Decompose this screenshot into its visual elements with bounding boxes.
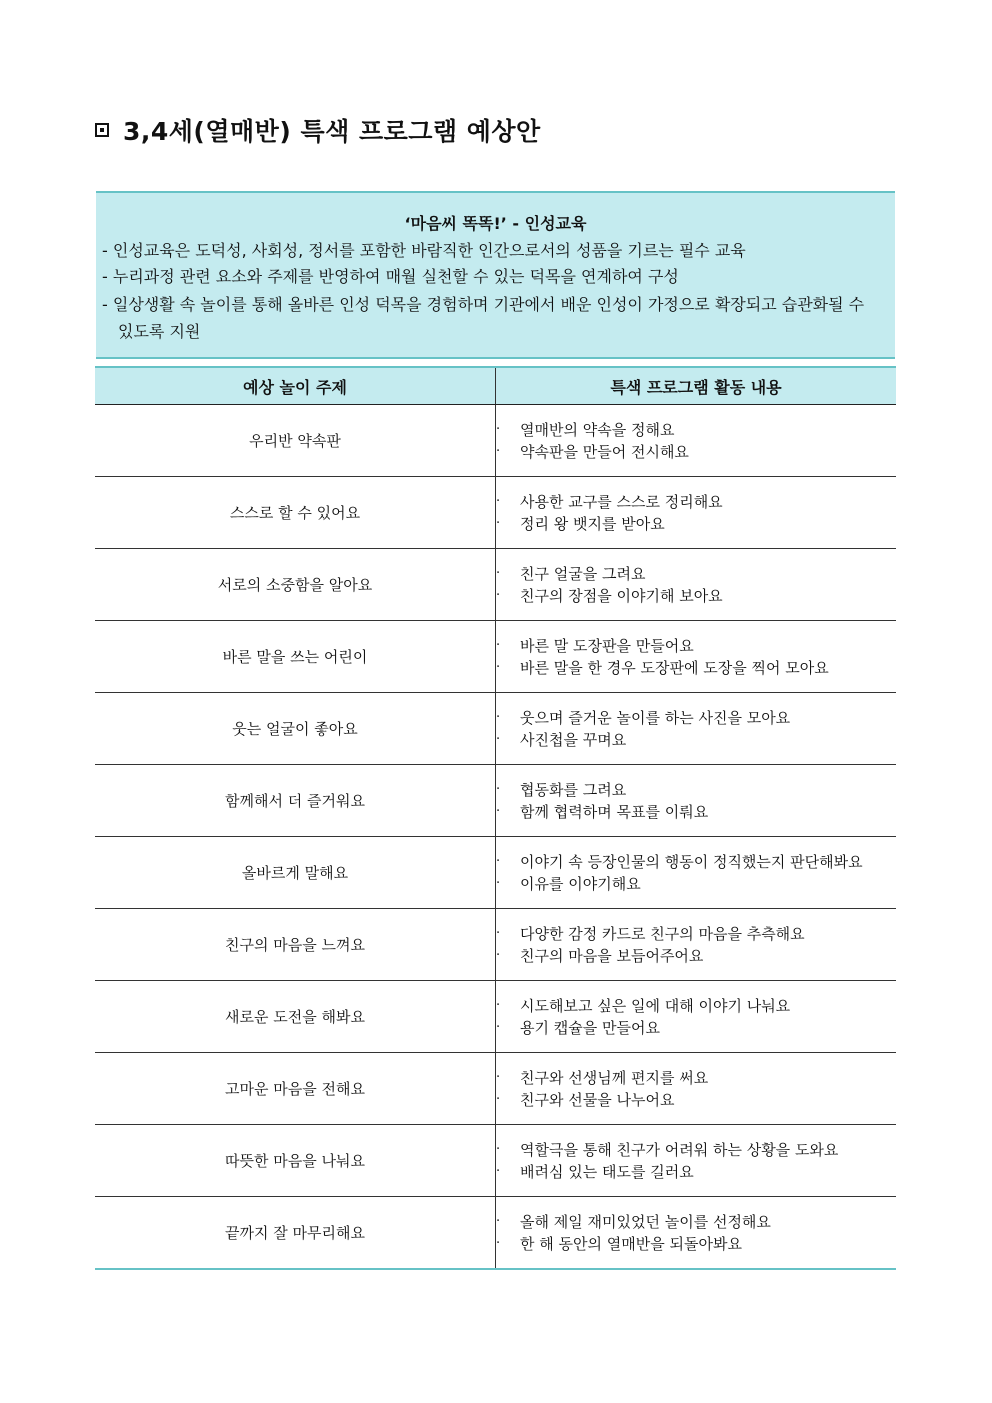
activity-text: 바른 말 도장판을 만들어요	[520, 636, 694, 655]
page-title	[95, 112, 541, 148]
activity-text: 올해 제일 재미있었던 놀이를 선정해요	[520, 1212, 771, 1231]
row-activities	[496, 1125, 897, 1197]
activity-text: 역할극을 통해 친구가 어려워 하는 상황을 도와요	[520, 1140, 839, 1159]
activity-item	[496, 563, 896, 585]
activity-item	[496, 851, 896, 873]
program-table	[95, 366, 896, 1270]
activity-text: 정리 왕 뱃지를 받아요	[520, 514, 665, 533]
activity-item	[496, 873, 896, 895]
bullet-dot-icon: ·	[496, 659, 501, 675]
row-activities	[496, 621, 897, 693]
activity-text: 용기 캡슐을 만들어요	[520, 1018, 660, 1037]
activity-text: 함께 협력하며 목표를 이뤄요	[520, 802, 709, 821]
row-activities	[496, 1053, 897, 1125]
activity-item	[496, 707, 896, 729]
activity-text: 친구의 마음을 보듬어주어요	[520, 946, 704, 965]
intro-line: - 일상생활 속 놀이를 통해 올바른 인성 덕목을 경험하며 기관에서 배운 인성이 가정으로 확장되고 습관화될 수	[102, 295, 865, 314]
bullet-dot-icon: ·	[496, 515, 501, 531]
row-topic: 끝까지 잘 마무리해요	[95, 1197, 496, 1270]
table-row	[95, 549, 896, 621]
activity-item	[496, 491, 896, 513]
activity-text: 친구 얼굴을 그려요	[520, 564, 646, 583]
activity-item	[496, 635, 896, 657]
activity-item	[496, 1161, 896, 1183]
activity-text: 웃으며 즐거운 놀이를 하는 사진을 모아요	[520, 708, 791, 727]
activity-text: 시도해보고 싶은 일에 대해 이야기 나눠요	[520, 996, 791, 1015]
table-row	[95, 981, 896, 1053]
row-topic: 새로운 도전을 해봐요	[95, 981, 496, 1053]
row-activities	[496, 765, 897, 837]
page-title-text: 3,4세(열매반) 특색 프로그램 예상안	[123, 117, 541, 146]
row-topic: 올바르게 말해요	[95, 837, 496, 909]
activity-item	[496, 513, 896, 535]
activity-item	[496, 1089, 896, 1111]
bullet-dot-icon: ·	[496, 493, 501, 509]
row-activities	[496, 837, 897, 909]
activity-text: 열매반의 약속을 정해요	[520, 420, 675, 439]
table-row	[95, 1053, 896, 1125]
intro-heading: ‘마음씨 똑똑!’ - 인성교육	[404, 214, 587, 233]
table-row	[95, 405, 896, 477]
row-activities	[496, 477, 897, 549]
activity-item	[496, 441, 896, 463]
activity-text: 한 해 동안의 열매반을 되돌아봐요	[520, 1234, 742, 1253]
activity-item	[496, 729, 896, 751]
intro-line: 있도록 지원	[118, 322, 201, 341]
table-row	[95, 1197, 896, 1270]
bullet-dot-icon: ·	[496, 731, 501, 747]
bullet-dot-icon: ·	[496, 781, 501, 797]
bullet-dot-icon: ·	[496, 1069, 501, 1085]
activity-text: 이야기 속 등장인물의 행동이 정직했는지 판단해봐요	[520, 852, 863, 871]
bullet-dot-icon: ·	[496, 925, 501, 941]
activity-item	[496, 419, 896, 441]
activity-text: 사진첩을 꾸며요	[520, 730, 627, 749]
table-row	[95, 693, 896, 765]
row-activities	[496, 693, 897, 765]
activity-text: 협동화를 그려요	[520, 780, 627, 799]
bullet-dot-icon: ·	[496, 1213, 501, 1229]
row-topic: 스스로 할 수 있어요	[95, 477, 496, 549]
activity-item	[496, 1233, 896, 1255]
activity-text: 다양한 감정 카드로 친구의 마음을 추측해요	[520, 924, 805, 943]
row-topic: 우리반 약속판	[95, 405, 496, 477]
table-header-row	[95, 367, 896, 405]
bullet-dot-icon: ·	[496, 587, 501, 603]
bullet-dot-icon: ·	[496, 443, 501, 459]
row-activities	[496, 405, 897, 477]
bullet-dot-icon: ·	[496, 1141, 501, 1157]
header-activities: 특색 프로그램 활동 내용	[496, 367, 897, 405]
activity-text: 배려심 있는 태도를 길러요	[520, 1162, 694, 1181]
activity-item	[496, 1211, 896, 1233]
table-row	[95, 477, 896, 549]
activity-text: 친구와 선물을 나누어요	[520, 1090, 675, 1109]
bullet-dot-icon: ·	[496, 997, 501, 1013]
activity-text: 이유를 이야기해요	[520, 874, 641, 893]
bullet-dot-icon: ·	[496, 1091, 501, 1107]
bullet-dot-icon: ·	[496, 853, 501, 869]
activity-item	[496, 1139, 896, 1161]
bullet-dot-icon: ·	[496, 637, 501, 653]
bullet-dot-icon: ·	[496, 803, 501, 819]
row-topic: 바른 말을 쓰는 어린이	[95, 621, 496, 693]
row-activities	[496, 549, 897, 621]
table-row	[95, 909, 896, 981]
row-topic: 친구의 마음을 느껴요	[95, 909, 496, 981]
row-topic: 고마운 마음을 전해요	[95, 1053, 496, 1125]
row-topic: 함께해서 더 즐거워요	[95, 765, 496, 837]
activity-text: 친구와 선생님께 편지를 써요	[520, 1068, 709, 1087]
row-topic: 웃는 얼굴이 좋아요	[95, 693, 496, 765]
activity-item	[496, 585, 896, 607]
activity-text: 친구의 장점을 이야기해 보아요	[520, 586, 723, 605]
activity-item	[496, 923, 896, 945]
row-topic: 서로의 소중함을 알아요	[95, 549, 496, 621]
bullet-dot-icon: ·	[496, 709, 501, 725]
bullet-dot-icon: ·	[496, 565, 501, 581]
header-topic: 예상 놀이 주제	[95, 367, 496, 405]
table-row	[95, 1125, 896, 1197]
bullet-dot-icon: ·	[496, 947, 501, 963]
table-row	[95, 621, 896, 693]
activity-item	[496, 1067, 896, 1089]
activity-text: 사용한 교구를 스스로 정리해요	[520, 492, 723, 511]
bullet-dot-icon: ·	[496, 1019, 501, 1035]
table-row	[95, 765, 896, 837]
row-activities	[496, 1197, 897, 1270]
intro-line: - 누리과정 관련 요소와 주제를 반영하여 매월 실천할 수 있는 덕목을 연계하여 구성	[102, 267, 679, 286]
intro-line: - 인성교육은 도덕성, 사회성, 정서를 포함한 바람직한 인간으로서의 성품을 기르는 필수 교육	[102, 241, 746, 260]
bullet-dot-icon: ·	[496, 1163, 501, 1179]
activity-item	[496, 995, 896, 1017]
bullet-dot-icon: ·	[496, 1235, 501, 1251]
activity-item	[496, 945, 896, 967]
row-activities	[496, 981, 897, 1053]
bullet-dot-icon: ·	[496, 875, 501, 891]
row-topic: 따뜻한 마음을 나눠요	[95, 1125, 496, 1197]
intro-box	[96, 191, 895, 359]
activity-item	[496, 1017, 896, 1039]
table-row	[95, 837, 896, 909]
activity-text: 약속판을 만들어 전시해요	[520, 442, 689, 461]
activity-text: 바른 말을 한 경우 도장판에 도장을 찍어 모아요	[520, 658, 829, 677]
activity-item	[496, 779, 896, 801]
activity-item	[496, 801, 896, 823]
activity-item	[496, 657, 896, 679]
row-activities	[496, 909, 897, 981]
square-bullet-icon	[95, 123, 109, 137]
bullet-dot-icon: ·	[496, 421, 501, 437]
